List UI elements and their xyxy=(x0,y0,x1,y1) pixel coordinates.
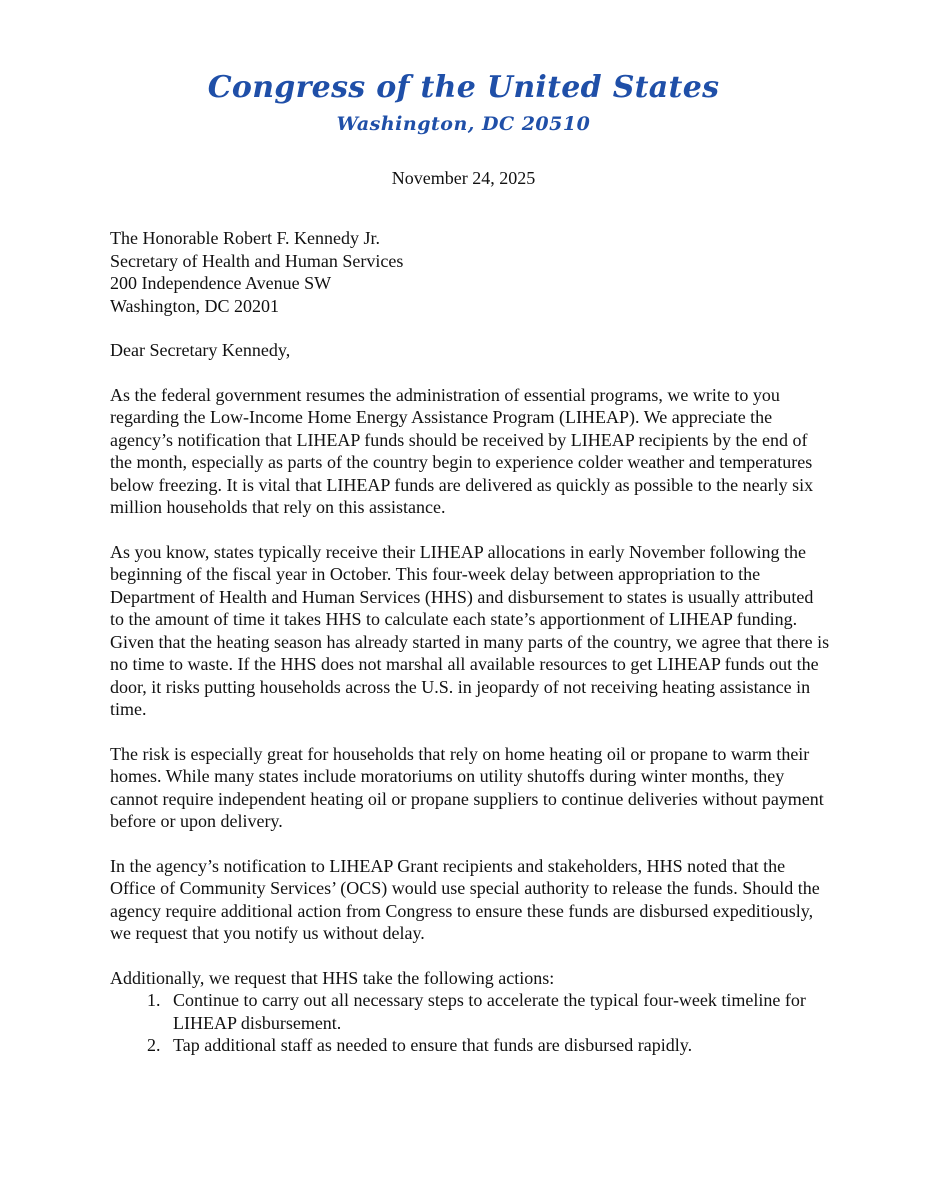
address-line: 200 Independence Avenue SW xyxy=(110,273,332,293)
paragraph-1: As the federal government resumes the administration of essential programs, we write to you regarding the Low-Income Home Energy Assistance Program (LIHEAP). We appreciate the agency’s notification that LIHEAP funds should be received by LIHEAP recipients by the end of the month, especially as parts of the country begin to experience colder weather and temperatures below freezing. It is vital that LIHEAP funds are delivered as quickly as possible to the nearly six million households that rely on this assistance. xyxy=(110,384,814,517)
action-item: 2. Tap additional staff as needed to ensure that funds are disbursed rapidly. xyxy=(165,1034,830,1057)
address-line: The Honorable Robert F. Kennedy Jr. xyxy=(110,228,380,248)
actions-list xyxy=(110,989,830,1057)
letterhead-title: Congress of the United States xyxy=(207,70,720,105)
letterhead xyxy=(0,66,927,138)
address-line: Secretary of Health and Human Services xyxy=(110,250,404,271)
address-line: Washington, DC 20201 xyxy=(110,295,280,316)
letter-body xyxy=(110,227,830,1057)
paragraph-4: In the agency’s notification to LIHEAP Grant recipients and stakeholders, HHS noted that the Office of Community Services’ (OCS) would use special authority to release the funds. Should the agency require additional action from Congress to ensure these funds are disbursed expeditiously, we request that you notify us without delay. xyxy=(110,855,820,943)
action-item: 1. Continue to carry out all necessary steps to accelerate the typical four-week timeline for LIHEAP disbursement. xyxy=(165,989,830,1034)
paragraph-2: As you know, states typically receive their LIHEAP allocations in early November following the beginning of the fiscal year in October. This four-week delay between appropriation to the Department of Health and Human Services (HHS) and disbursement to states is usually attributed to the amount of time it takes HHS to calculate each state’s apportionment of LIHEAP funding. Given that the heating season has already started in many parts of the country, we agree that there is no time to waste. If the HHS does not marshal all available resources to get LIHEAP funds out the door, it risks putting households across the U.S. in jeopardy of not receiving heating assistance in time. xyxy=(110,541,830,719)
recipient-address xyxy=(110,227,830,317)
paragraph-3: The risk is especially great for households that rely on home heating oil or propane to warm their homes. While many states include moratoriums on utility shutoffs during winter months, they cannot require independent heating oil or propane suppliers to continue deliveries without payment before or upon delivery. xyxy=(110,743,824,831)
salutation: Dear Secretary Kennedy, xyxy=(110,340,291,360)
actions-intro: Additionally, we request that HHS take the following actions: xyxy=(110,967,555,988)
letterhead-subtitle: Washington, DC 20510 xyxy=(336,113,591,135)
letter-date: November 24, 2025 xyxy=(391,168,536,188)
